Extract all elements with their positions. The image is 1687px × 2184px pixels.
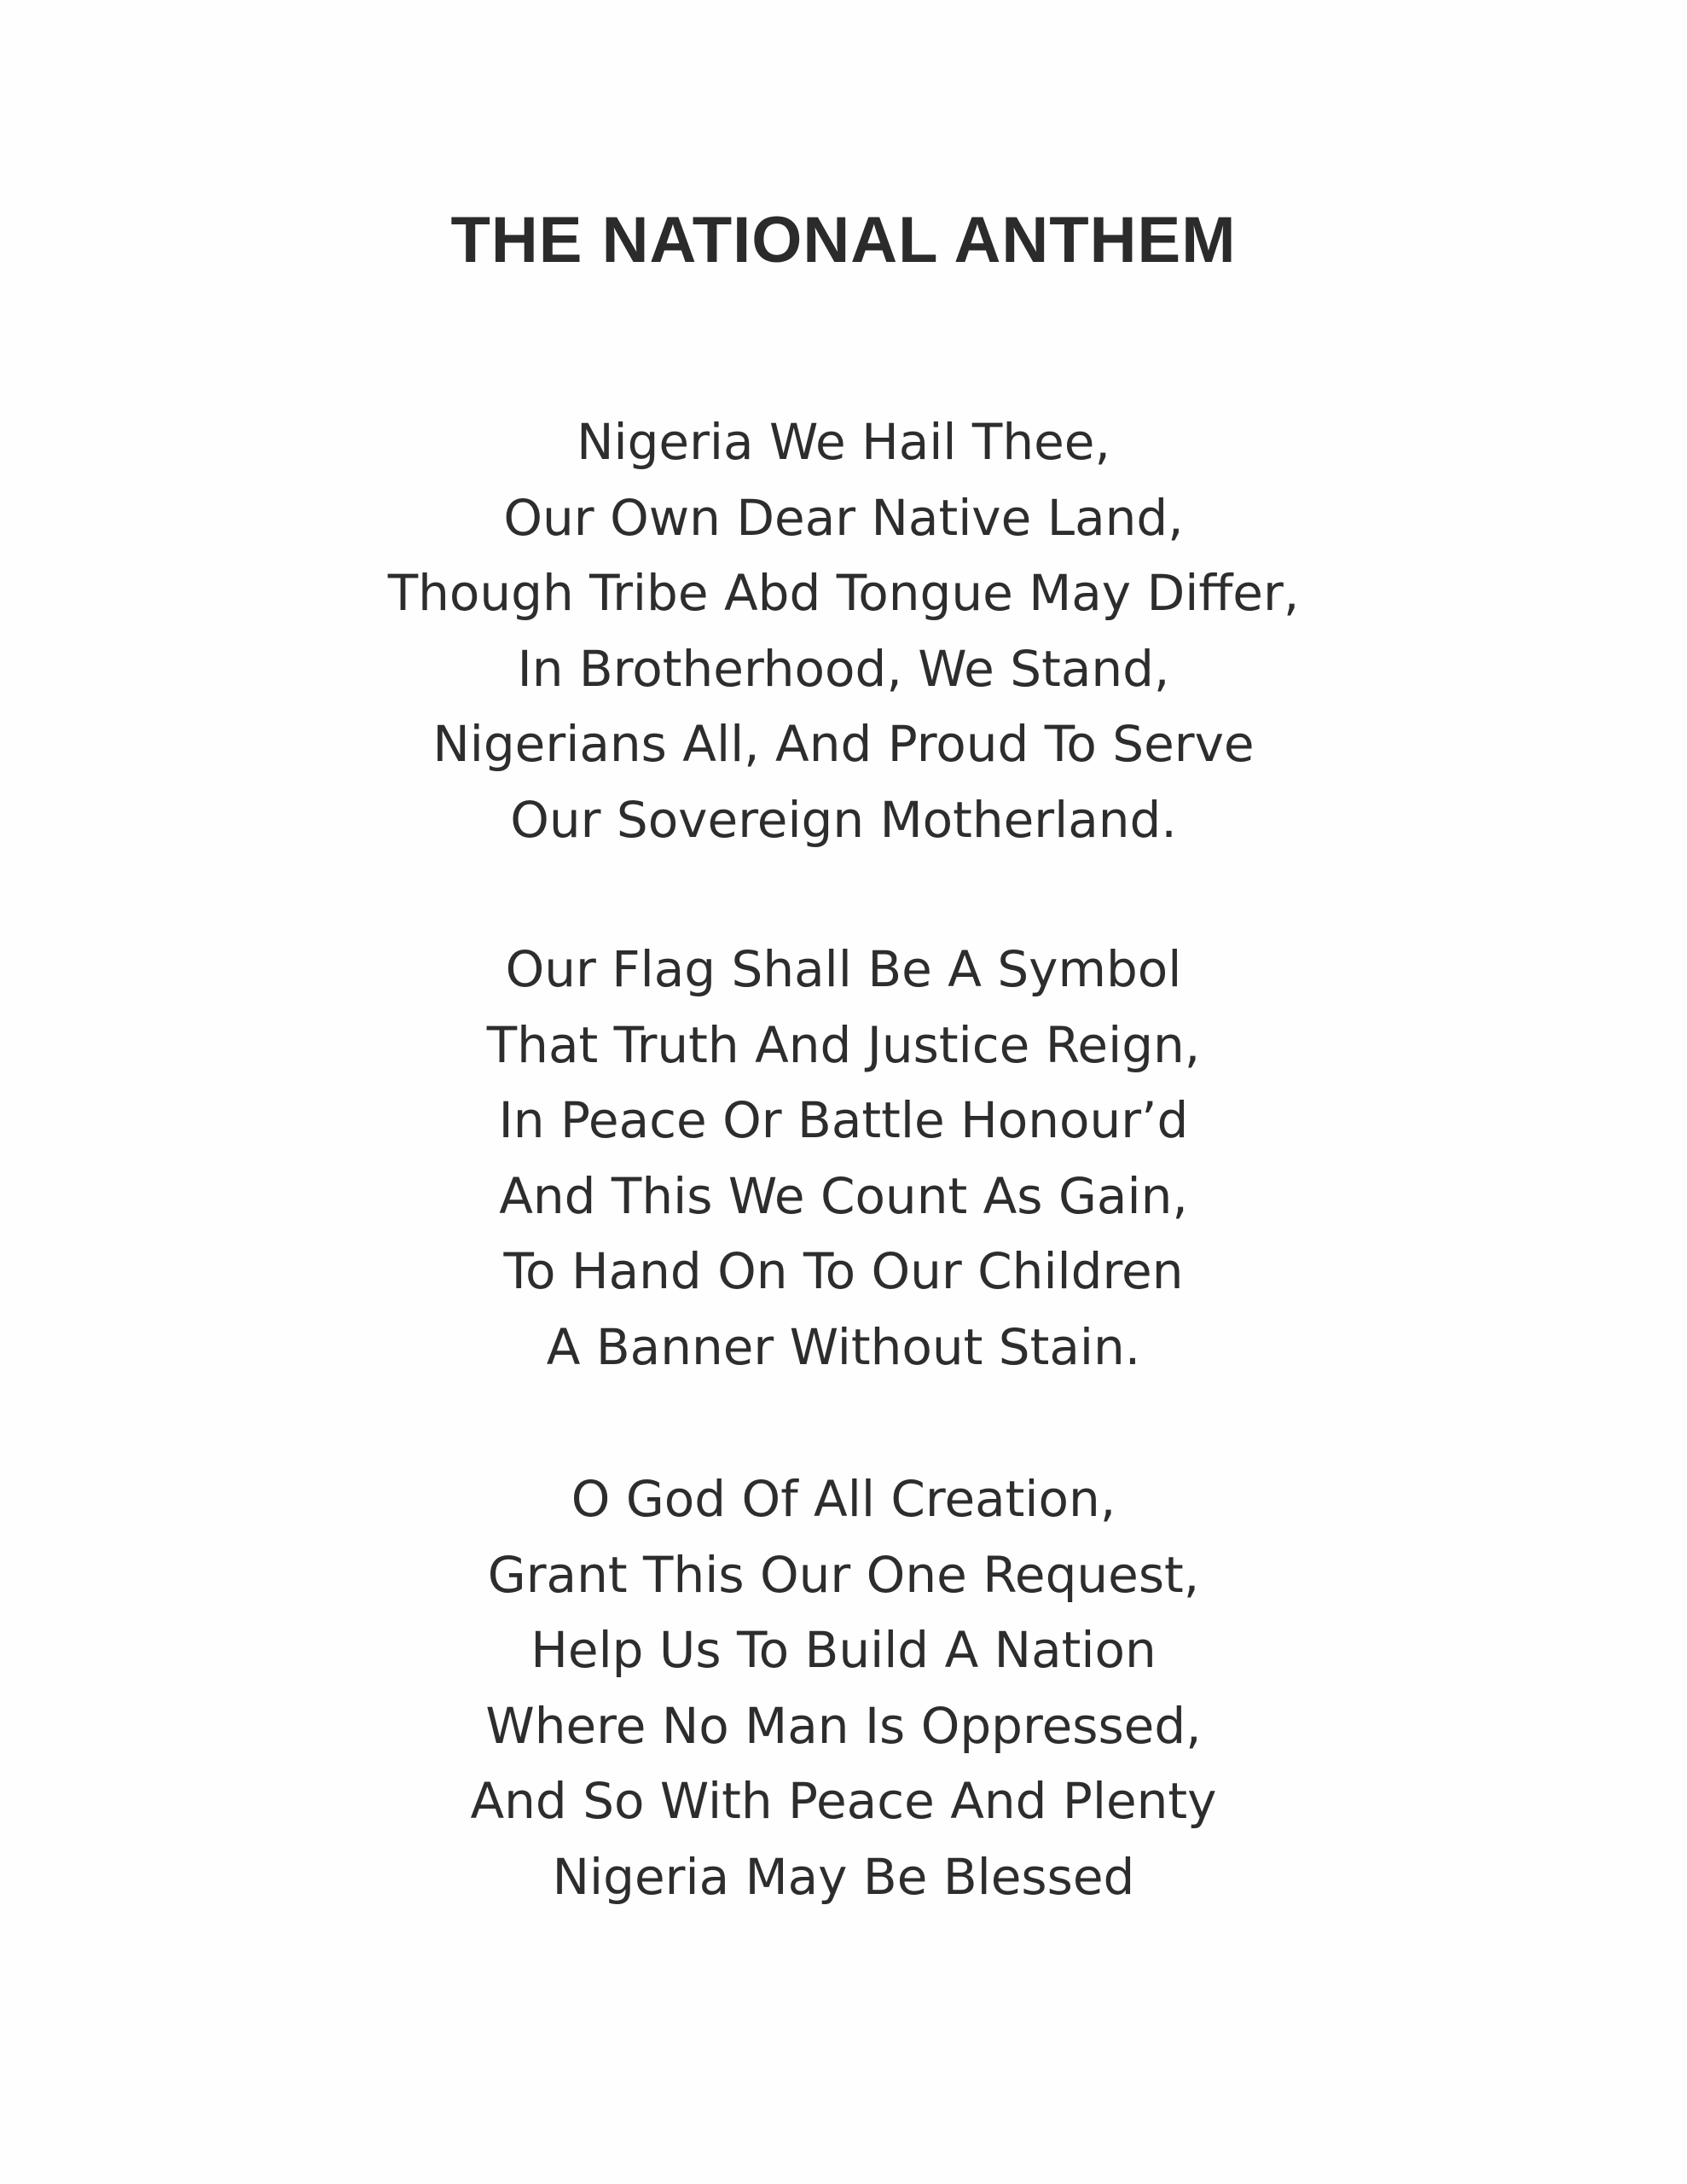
stanza-3 [0,1461,1687,1914]
verse-line: Where No Man Is Oppressed, [485,1696,1202,1755]
verse-line: Our Sovereign Motherland. [510,790,1177,849]
verse-line: To Hand On To Our Children [503,1242,1184,1300]
verse-line: A Banner Without Stain. [546,1317,1141,1376]
verse-line: In Peace Or Battle Honour’d [498,1091,1189,1149]
verse-line: And This We Count As Gain, [499,1166,1188,1225]
verse-line: Our Flag Shall Be A Symbol [505,940,1182,998]
verse-line: And So With Peace And Plenty [470,1772,1217,1830]
page-title: THE NATIONAL ANTHEM [450,204,1237,276]
verse-line: In Brotherhood, We Stand, [517,639,1170,698]
verse-line: Nigeria May Be Blessed [552,1847,1135,1906]
verse-line: Nigerians All, And Proud To Serve [432,715,1255,773]
verse-line: Help Us To Build A Nation [530,1621,1157,1679]
stanza-1 [0,404,1687,857]
verse-line: Our Own Dear Native Land, [503,488,1184,547]
verse-line: O God Of All Creation, [571,1470,1116,1528]
verse-line: Though Tribe Abd Tongue May Differ, [387,564,1300,622]
verse-line: Nigeria We Hail Thee, [577,413,1110,471]
stanza-2 [0,932,1687,1385]
verse-line: Grant This Our One Request, [487,1545,1200,1604]
verse-line: That Truth And Justice Reign, [486,1015,1201,1074]
